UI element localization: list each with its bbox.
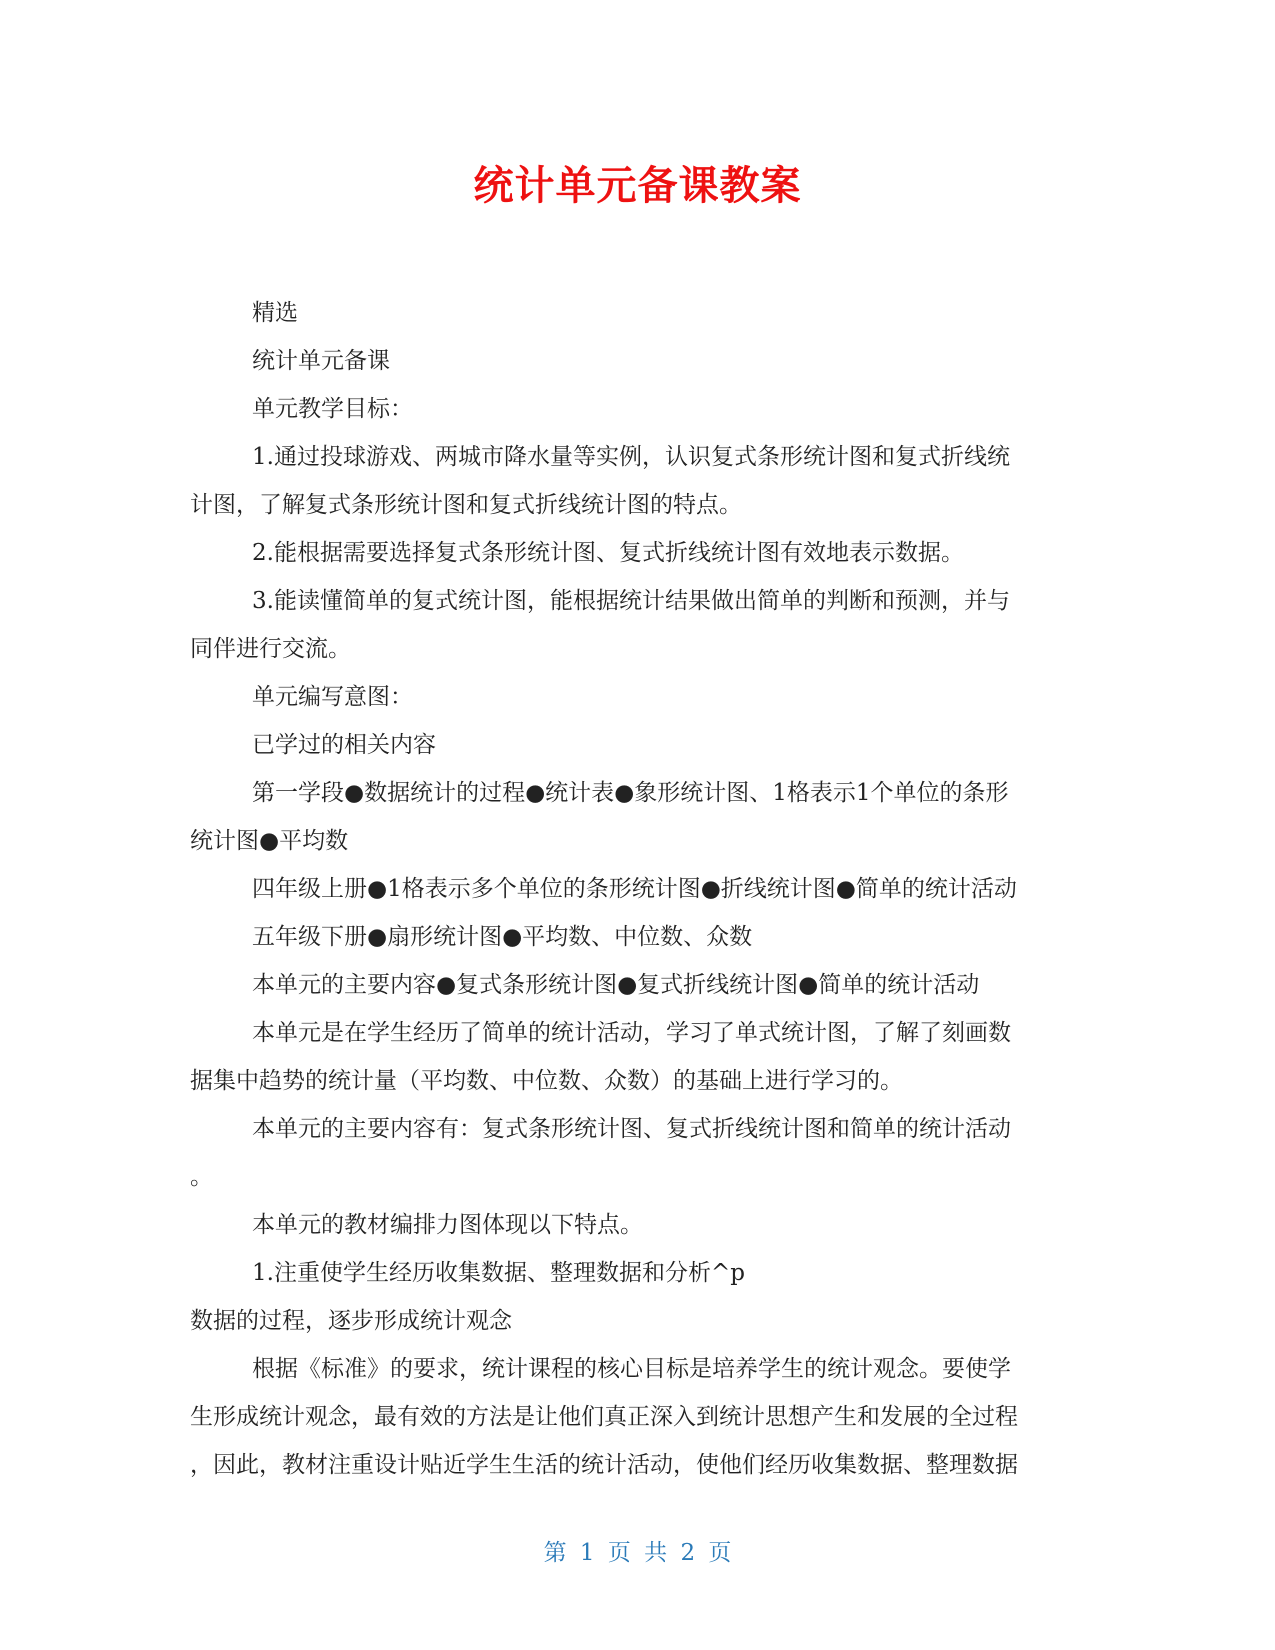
paragraph-line: 本单元的主要内容●复式条形统计图●复式折线统计图●简单的统计活动: [252, 972, 980, 998]
paragraph-line: 单元编写意图：: [252, 684, 413, 710]
document-title: 统计单元备课教案: [473, 163, 802, 209]
paragraph-line: 本单元的教材编排力图体现以下特点。: [252, 1212, 643, 1238]
paragraph-line: 据集中趋势的统计量（平均数、中位数、众数）的基础上进行学习的。: [190, 1068, 903, 1094]
paragraph-line: ，因此，教材注重设计贴近学生生活的统计活动，使他们经历收集数据、整理数据: [190, 1452, 1018, 1478]
paragraph-line: 2.能根据需要选择复式条形统计图、复式折线统计图有效地表示数据。: [252, 540, 964, 566]
paragraph-line: 统计图●平均数: [190, 828, 349, 854]
paragraph-line: 3.能读懂简单的复式统计图，能根据统计结果做出简单的判断和预测，并与: [252, 588, 1010, 614]
paragraph-line: 本单元是在学生经历了简单的统计活动，学习了单式统计图，了解了刻画数: [252, 1020, 1011, 1046]
paragraph-line: 数据的过程，逐步形成统计观念: [190, 1308, 512, 1334]
paragraph-line: 已学过的相关内容: [252, 732, 436, 758]
paragraph-line: 1.注重使学生经历收集数据、整理数据和分析^p: [252, 1260, 745, 1286]
paragraph-line: 计图，了解复式条形统计图和复式折线统计图的特点。: [190, 492, 742, 518]
paragraph-line: 。: [190, 1164, 213, 1190]
paragraph-line: 同伴进行交流。: [190, 636, 351, 662]
paragraph-line: 生形成统计观念，最有效的方法是让他们真正深入到统计思想产生和发展的全过程: [190, 1404, 1018, 1430]
paragraph-line: 根据《标准》的要求，统计课程的核心目标是培养学生的统计观念。要使学: [252, 1356, 1011, 1382]
paragraph-line: 精选: [252, 300, 298, 326]
paragraph-line: 1.通过投球游戏、两城市降水量等实例，认识复式条形统计图和复式折线统: [252, 444, 1010, 470]
page-number-footer: 第 1 页 共 2 页: [543, 1540, 732, 1566]
paragraph-line: 第一学段●数据统计的过程●统计表●象形统计图、1格表示1个单位的条形: [252, 780, 1009, 806]
paragraph-line: 五年级下册●扇形统计图●平均数、中位数、众数: [252, 924, 753, 950]
document-body: [190, 289, 1085, 1489]
paragraph-line: 统计单元备课: [252, 348, 390, 374]
paragraph-line: 四年级上册●1格表示多个单位的条形统计图●折线统计图●简单的统计活动: [252, 876, 1017, 902]
paragraph-line: 本单元的主要内容有：复式条形统计图、复式折线统计图和简单的统计活动: [252, 1116, 1011, 1142]
paragraph-line: 单元教学目标：: [252, 396, 413, 422]
